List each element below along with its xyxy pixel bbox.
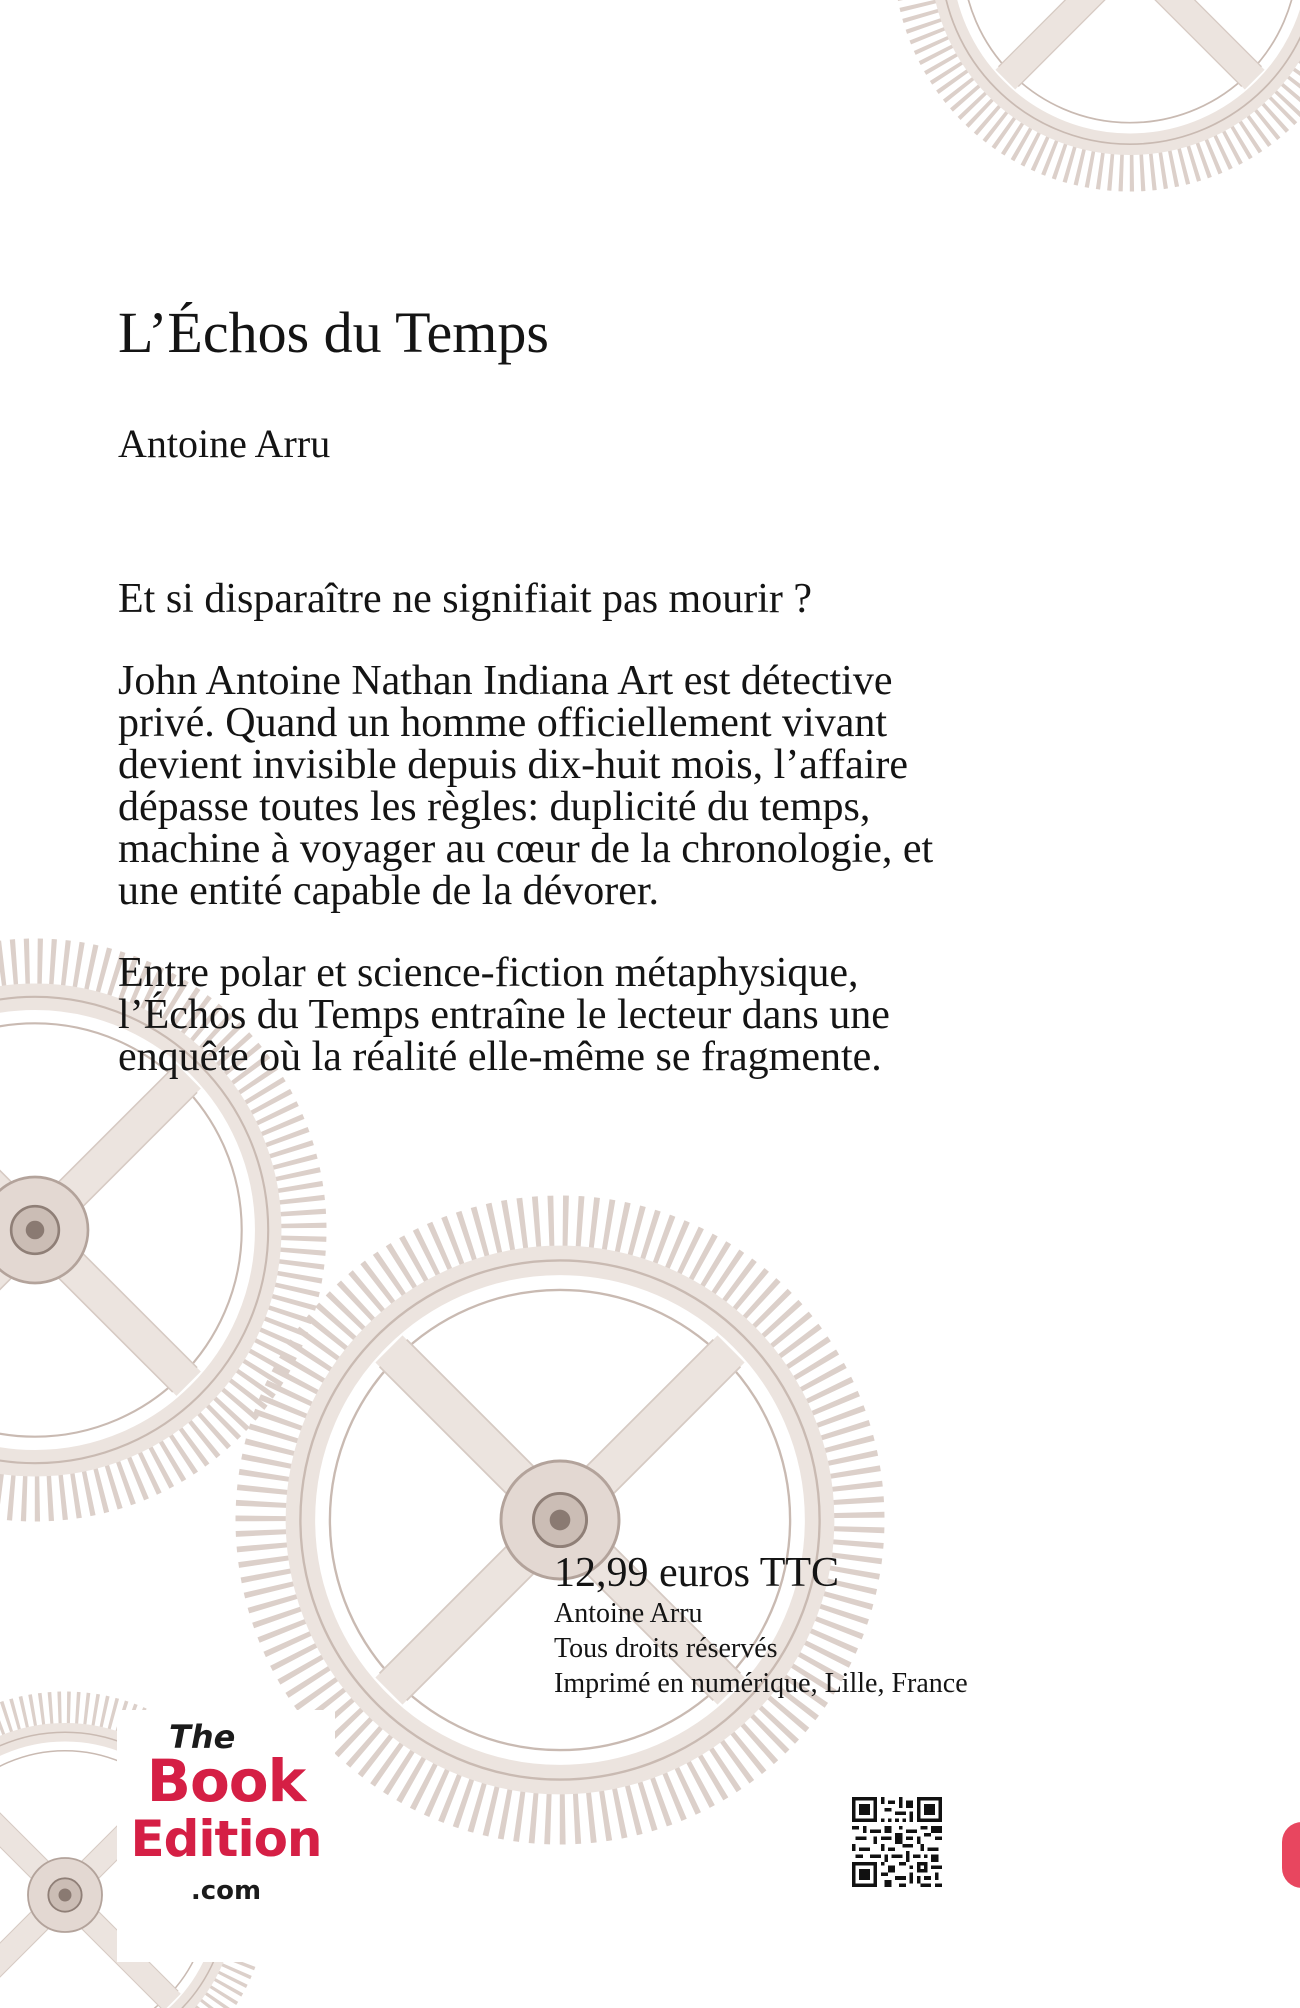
logo-book: Book — [146, 1747, 306, 1815]
edge-color-mark — [1282, 1822, 1300, 1888]
imprint-block — [554, 1550, 968, 1701]
logo-edition: Edition — [130, 1810, 322, 1868]
book-author: Antoine Arru — [118, 421, 331, 466]
logo-the: The — [169, 1718, 236, 1756]
imprint-printed: Imprimé en numérique, Lille, France — [554, 1668, 968, 1700]
imprint-author: Antoine Arru — [554, 1598, 703, 1630]
blurb-paragraph-hook: Et si disparaître ne signifiait pas mourir ? — [118, 576, 812, 622]
blurb-paragraph-synopsis: John Antoine Nathan Indiana Art est détective privé. Quand un homme officiellement vivant devient invisible depuis dix-huit mois, l’affaire dépasse toutes les règles: duplicité du temps, machine à voyager au cœur de la chronologie, et une entité capable de la dévorer. — [118, 658, 934, 914]
logo-domain: .com — [190, 1876, 262, 1906]
back-cover-blurb — [118, 578, 978, 1118]
publisher-logo — [117, 1710, 335, 1962]
blurb-paragraph-genre: Entre polar et science-fiction métaphysique, l’Échos du Temps entraîne le lecteur dans une enquête où la réalité elle-même se fragmente. — [118, 950, 890, 1080]
qr-code-icon — [852, 1797, 942, 1887]
price: 12,99 euros TTC — [554, 1550, 840, 1596]
imprint-rights: Tous droits réservés — [554, 1633, 778, 1665]
book-title: L’Échos du Temps — [118, 300, 549, 365]
